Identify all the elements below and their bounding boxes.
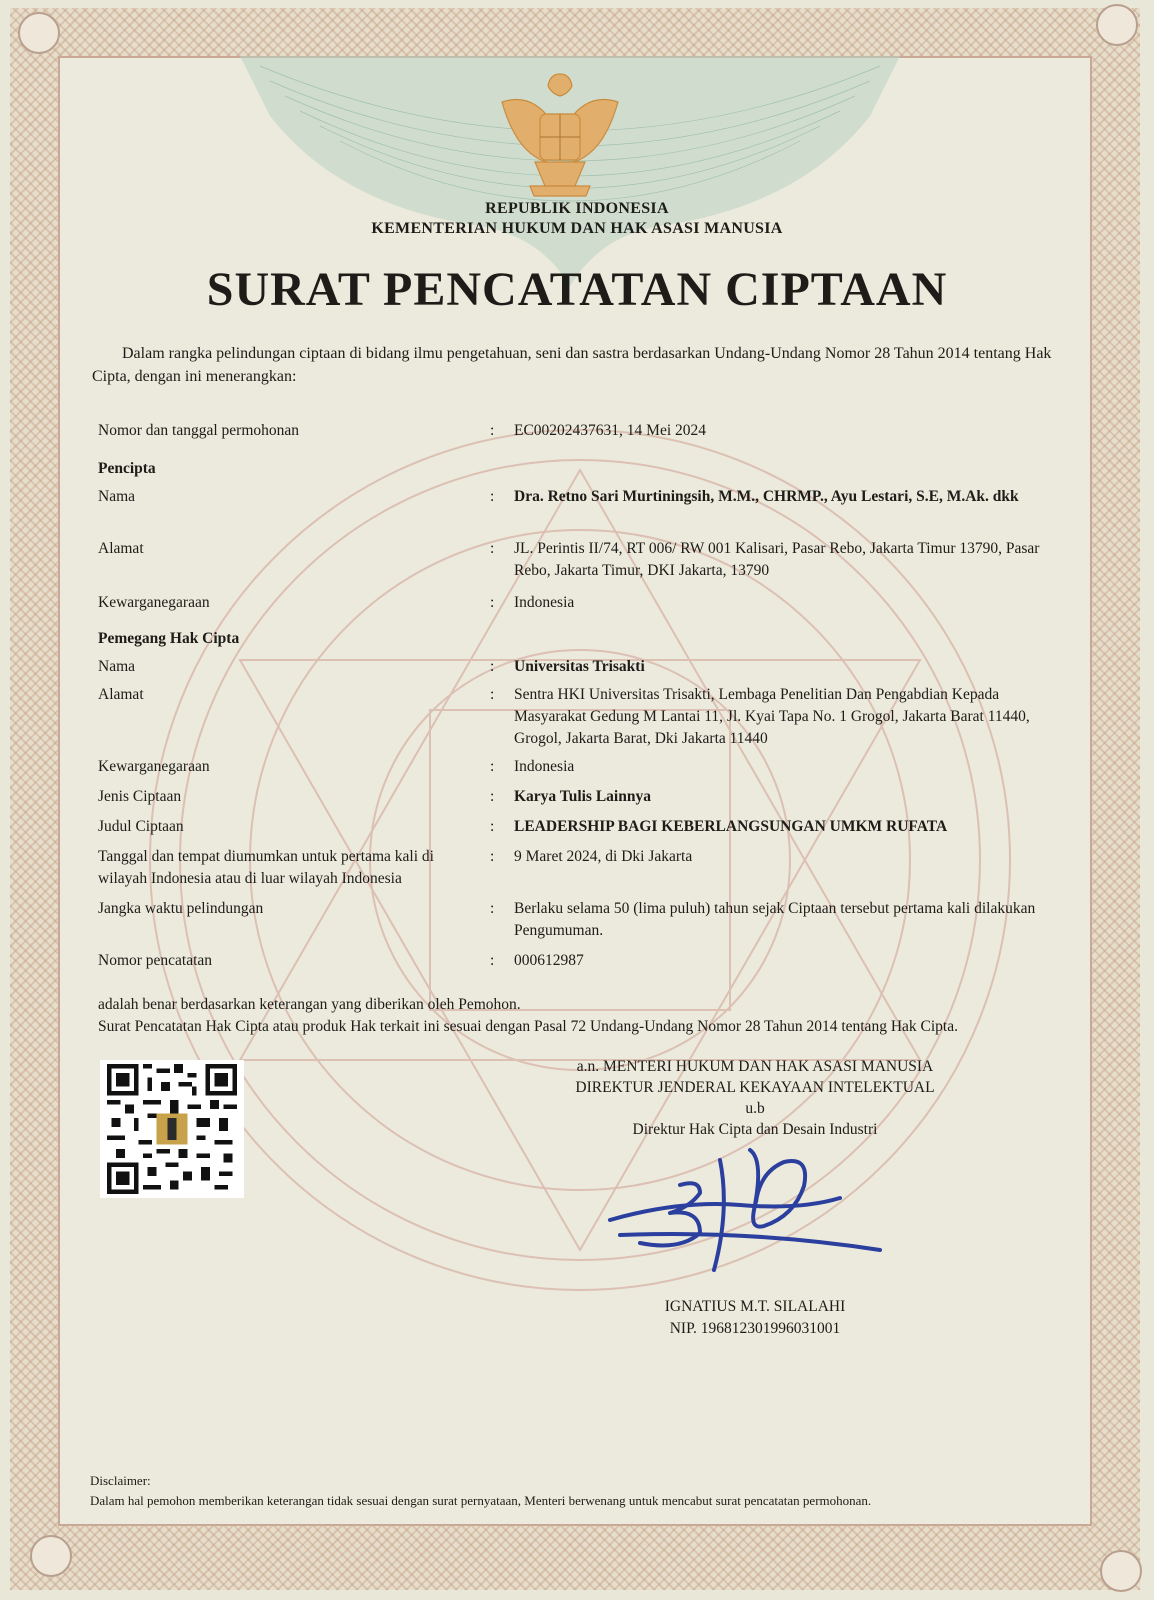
handwritten-signature — [600, 1140, 900, 1280]
corner-ornament-icon — [18, 12, 60, 54]
creator-name-value: Dra. Retno Sari Murtiningsih, M.M., CHRMP., Ayu Lestari, S.E, M.Ak. dkk — [514, 488, 1019, 505]
type-label: Jenis Ciptaan — [98, 788, 182, 805]
announce-value: 9 Maret 2024, di Dki Jakarta — [514, 848, 693, 865]
work-title-value: LEADERSHIP BAGI KEBERLANGSUNGAN UMKM RUFATA — [514, 818, 948, 835]
work-title-label: Judul Ciptaan — [98, 818, 184, 835]
closing-line-2: Surat Pencatatan Hak Cipta atau produk Hak terkait ini sesuai dengan Pasal 72 Undang-Undang Nomor 28 Tahun 2014 tentang Hak Cipta. — [98, 1018, 958, 1035]
holder-heading: Pemegang Hak Cipta — [98, 630, 240, 647]
creator-heading: Pencipta — [98, 460, 156, 477]
colon: : — [490, 900, 495, 917]
signature-line-4: Direktur Hak Cipta dan Desain Industri — [632, 1121, 878, 1138]
signature-line-2: DIREKTUR JENDERAL KEKAYAAN INTELEKTUAL — [575, 1079, 935, 1096]
holder-address-value: Sentra HKI Universitas Trisakti, Lembaga Penelitian Dan Pengabdian Kepada Masyarakat Gedung M Lantai 11, Jl. Kyai Tapa No. 1 Grogol, Jakarta Barat 11440, Grogol, Jakarta Barat, Dki Jakarta 11440 — [514, 686, 1030, 747]
holder-citizenship-value: Indonesia — [514, 758, 575, 775]
creator-address-label: Alamat — [98, 540, 144, 557]
type-value: Karya Tulis Lainnya — [514, 788, 651, 805]
document-title: SURAT PENCATATAN CIPTAAN — [206, 263, 948, 316]
colon: : — [490, 422, 495, 439]
announce-label: Tanggal dan tempat diumumkan untuk pertama kali di wilayah Indonesia atau di luar wilayah Indonesia — [98, 848, 434, 887]
colon: : — [490, 658, 495, 675]
qr-code-icon — [100, 1060, 244, 1198]
garuda-emblem-icon — [490, 62, 630, 202]
protection-label: Jangka waktu pelindungan — [98, 900, 264, 917]
holder-name-value: Universitas Trisakti — [514, 658, 645, 675]
signature-line-1: a.n. MENTERI HUKUM DAN HAK ASASI MANUSIA — [576, 1058, 934, 1075]
signature-line-3: u.b — [745, 1100, 765, 1117]
colon: : — [490, 488, 495, 505]
record-value: 000612987 — [514, 952, 584, 969]
signatory-nip: NIP. 196812301996031001 — [669, 1320, 841, 1337]
closing-line-1: adalah benar berdasarkan keterangan yang diberikan oleh Pemohon. — [98, 996, 521, 1013]
creator-address-value: JL. Perintis II/74, RT 006/ RW 001 Kalisari, Pasar Rebo, Jakarta Timur 13790, Pasar Rebo, Jakarta Timur, DKI Jakarta, 13790 — [514, 540, 1040, 579]
holder-address-label: Alamat — [98, 686, 144, 703]
record-label: Nomor pencatatan — [98, 952, 213, 969]
holder-citizenship-label: Kewarganegaraan — [98, 758, 210, 775]
republic-heading: REPUBLIK INDONESIA — [485, 200, 669, 217]
disclaimer-heading: Disclaimer: — [90, 1473, 151, 1488]
colon: : — [490, 758, 495, 775]
colon: : — [490, 594, 495, 611]
signatory-name: IGNATIUS M.T. SILALAHI — [664, 1298, 846, 1315]
application-label: Nomor dan tanggal permohonan — [98, 422, 300, 439]
creator-citizenship-value: Indonesia — [514, 594, 575, 611]
intro-paragraph: Dalam rangka pelindungan ciptaan di bidang ilmu pengetahuan, seni dan sastra berdasarkan Undang-Undang Nomor 28 Tahun 2014 tentang Hak Cipta, dengan ini menerangkan: — [92, 345, 1052, 385]
corner-ornament-icon — [1096, 4, 1138, 46]
creator-citizenship-label: Kewarganegaraan — [98, 594, 210, 611]
application-value: EC00202437631, 14 Mei 2024 — [514, 422, 707, 439]
creator-name-label: Nama — [98, 488, 136, 505]
colon: : — [490, 848, 495, 865]
colon: : — [490, 788, 495, 805]
colon: : — [490, 540, 495, 557]
colon: : — [490, 952, 495, 969]
corner-ornament-icon — [1100, 1550, 1142, 1592]
corner-ornament-icon — [30, 1535, 72, 1577]
disclaimer-text: Dalam hal pemohon memberikan keterangan tidak sesuai dengan surat pernyataan, Menteri berwenang untuk mencabut surat pencatatan permohonan. — [90, 1493, 872, 1508]
holder-name-label: Nama — [98, 658, 136, 675]
protection-value: Berlaku selama 50 (lima puluh) tahun sejak Ciptaan tersebut pertama kali dilakukan Pengumuman. — [514, 900, 1036, 939]
colon: : — [490, 818, 495, 835]
colon: : — [490, 686, 495, 703]
ministry-heading: KEMENTERIAN HUKUM DAN HAK ASASI MANUSIA — [371, 220, 783, 237]
